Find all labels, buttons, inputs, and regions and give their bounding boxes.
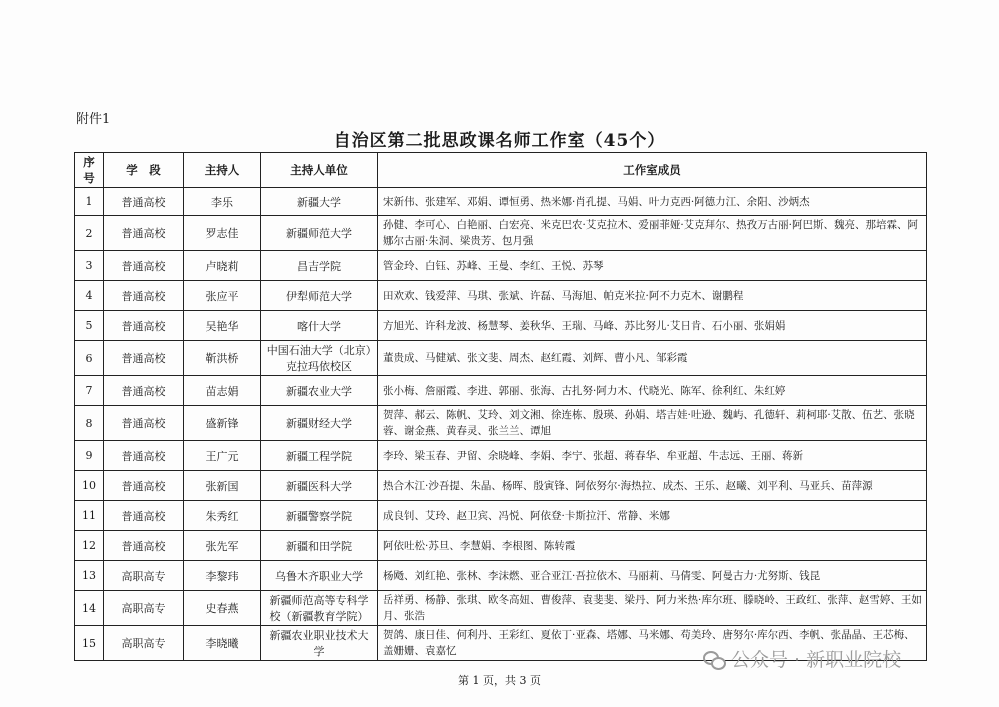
- table-row: [75, 471, 927, 501]
- watermark: [703, 645, 901, 672]
- row-number: 15: [75, 626, 104, 661]
- row-members: 热合木江·沙吾提、朱晶、杨晖、殷寅锋、阿依努尔·海热拉、成杰、王乐、赵曦、刘平利、马亚兵、苗萍源: [378, 471, 927, 501]
- row-stage: 普通高校: [104, 311, 184, 341]
- row-number: 3: [75, 251, 104, 281]
- row-members: 阿依吐松·苏旦、李慧娟、李根图、陈转霞: [378, 531, 927, 561]
- row-unit: 新疆师范高等专科学校（新疆教育学院）: [261, 591, 378, 626]
- row-unit: 伊犁师范大学: [261, 281, 378, 311]
- row-members: 贺鸽、康日佳、何利丹、王彩红、夏依丁·亚森、塔娜、马米娜、苟美玲、唐努尔·库尔西、李帆、张晶晶、王芯梅、盖姗姗、袁嘉忆: [378, 626, 927, 661]
- row-stage: 高职高专: [104, 626, 184, 661]
- header-stage: 学 段: [104, 153, 184, 188]
- row-members: 田欢欢、钱爱萍、马琪、张斌、许磊、马海旭、帕克米拉·阿不力克木、谢鹏程: [378, 281, 927, 311]
- row-host: 罗志佳: [184, 216, 261, 251]
- table-header: [75, 153, 927, 188]
- table-row: [75, 376, 927, 406]
- row-unit: 新疆大学: [261, 188, 378, 216]
- row-number: 11: [75, 501, 104, 531]
- row-host: 苗志娟: [184, 376, 261, 406]
- row-number: 12: [75, 531, 104, 561]
- wechat-icon: [703, 650, 725, 668]
- row-host: 张新国: [184, 471, 261, 501]
- row-stage: 普通高校: [104, 251, 184, 281]
- row-host: 史春燕: [184, 591, 261, 626]
- row-host: 吴艳华: [184, 311, 261, 341]
- attachment-label: 附件1: [76, 112, 111, 127]
- table-row: [75, 561, 927, 591]
- row-number: 13: [75, 561, 104, 591]
- header-unit: 主持人单位: [261, 153, 378, 188]
- row-number: 8: [75, 406, 104, 441]
- row-number: 9: [75, 441, 104, 471]
- page-footer: 第 1 页，共 3 页: [458, 674, 541, 687]
- row-number: 5: [75, 311, 104, 341]
- row-number: 2: [75, 216, 104, 251]
- table-row: [75, 501, 927, 531]
- table-row: [75, 188, 927, 216]
- row-stage: 高职高专: [104, 591, 184, 626]
- row-members: 方旭光、许科龙波、杨慧琴、姜秋华、王瑞、马峰、苏比努儿·艾日肯、石小丽、张娟娟: [378, 311, 927, 341]
- row-host: 靳洪桥: [184, 341, 261, 376]
- row-members: 岳祥勇、杨静、张琪、欧冬高妞、曹俊萍、袁斐斐、梁丹、阿力米热·库尔班、滕晓岭、王政红、张萍、赵雪婷、王如月、张浩: [378, 591, 927, 626]
- row-stage: 普通高校: [104, 188, 184, 216]
- table-row: [75, 216, 927, 251]
- table-row: [75, 441, 927, 471]
- header-members: 工作室成员: [378, 153, 927, 188]
- row-host: 李晓曦: [184, 626, 261, 661]
- header-host: 主持人: [184, 153, 261, 188]
- row-unit: 新疆和田学院: [261, 531, 378, 561]
- table-row: [75, 531, 927, 561]
- row-number: 4: [75, 281, 104, 311]
- row-host: 卢晓莉: [184, 251, 261, 281]
- row-unit: 喀什大学: [261, 311, 378, 341]
- row-unit: 新疆财经大学: [261, 406, 378, 441]
- row-stage: 普通高校: [104, 216, 184, 251]
- table-row: [75, 591, 927, 626]
- row-unit: 中国石油大学（北京）克拉玛依校区: [261, 341, 378, 376]
- row-number: 14: [75, 591, 104, 626]
- row-host: 李黎玮: [184, 561, 261, 591]
- row-members: 杨飏、刘红艳、张林、李沫燃、亚合亚江·吾拉依木、马丽莉、马倩雯、阿曼古力·尤努斯、钱昆: [378, 561, 927, 591]
- row-stage: 普通高校: [104, 281, 184, 311]
- row-members: 宋新伟、张建军、邓娟、谭恒勇、热米娜·肖孔提、马娟、叶力克西·阿德力江、余阳、沙炳杰: [378, 188, 927, 216]
- row-unit: 昌吉学院: [261, 251, 378, 281]
- header-number: 序号: [75, 153, 104, 188]
- row-host: 李乐: [184, 188, 261, 216]
- row-stage: 普通高校: [104, 406, 184, 441]
- row-members: 李玲、梁玉春、尹留、余晓峰、李娟、李宁、张超、蒋春华、牟亚超、牛志远、王丽、蒋新: [378, 441, 927, 471]
- row-members: 成良钊、艾玲、赵卫宾、冯悦、阿依登·卡斯拉汗、常静、米娜: [378, 501, 927, 531]
- table-row: [75, 281, 927, 311]
- row-unit: 乌鲁木齐职业大学: [261, 561, 378, 591]
- row-stage: 普通高校: [104, 531, 184, 561]
- row-stage: 普通高校: [104, 501, 184, 531]
- row-members: 孙健、李可心、白艳丽、白宏亮、米克巴农·艾克拉木、爱丽菲娅·艾克拜尔、热孜万古丽·阿巴斯、魏亮、那培霖、阿娜尔古丽·朱洞、梁贵芳、包月强: [378, 216, 927, 251]
- row-host: 盛新锋: [184, 406, 261, 441]
- table-row: [75, 311, 927, 341]
- row-number: 10: [75, 471, 104, 501]
- table-body: [75, 188, 927, 661]
- row-members: 管金玲、白钰、苏峰、王曼、李红、王悦、苏琴: [378, 251, 927, 281]
- row-unit: 新疆警察学院: [261, 501, 378, 531]
- table-row: [75, 341, 927, 376]
- row-stage: 普通高校: [104, 376, 184, 406]
- row-unit: 新疆工程学院: [261, 441, 378, 471]
- row-unit: 新疆医科大学: [261, 471, 378, 501]
- row-number: 7: [75, 376, 104, 406]
- table-row: [75, 251, 927, 281]
- watermark-text: 公众号 · 新职业院校: [731, 649, 902, 671]
- row-unit: 新疆师范大学: [261, 216, 378, 251]
- document-title: 自治区第二批思政课名师工作室（45个）: [333, 131, 666, 151]
- row-host: 朱秀红: [184, 501, 261, 531]
- row-host: 张应平: [184, 281, 261, 311]
- row-host: 王广元: [184, 441, 261, 471]
- row-host: 张先军: [184, 531, 261, 561]
- table-row: [75, 406, 927, 441]
- row-unit: 新疆农业职业技术大学: [261, 626, 378, 661]
- row-stage: 高职高专: [104, 561, 184, 591]
- row-number: 6: [75, 341, 104, 376]
- row-stage: 普通高校: [104, 441, 184, 471]
- row-members: 董贵成、马健斌、张文斐、周杰、赵红霞、刘辉、曹小凡、邹彩霞: [378, 341, 927, 376]
- row-stage: 普通高校: [104, 471, 184, 501]
- row-number: 1: [75, 188, 104, 216]
- row-unit: 新疆农业大学: [261, 376, 378, 406]
- row-stage: 普通高校: [104, 341, 184, 376]
- row-members: 贺萍、郝云、陈帆、艾玲、刘文湘、徐连栋、殷瑛、孙娟、塔吉娃·吐逊、魏屿、孔德轩、莉柯耶·艾散、伍艺、张晓蓉、谢金燕、黄春灵、张兰兰、谭旭: [378, 406, 927, 441]
- studio-table: [74, 152, 927, 661]
- row-members: 张小梅、詹丽霞、李进、郭丽、张海、古扎努·阿力木、代晓光、陈军、徐利红、朱红婷: [378, 376, 927, 406]
